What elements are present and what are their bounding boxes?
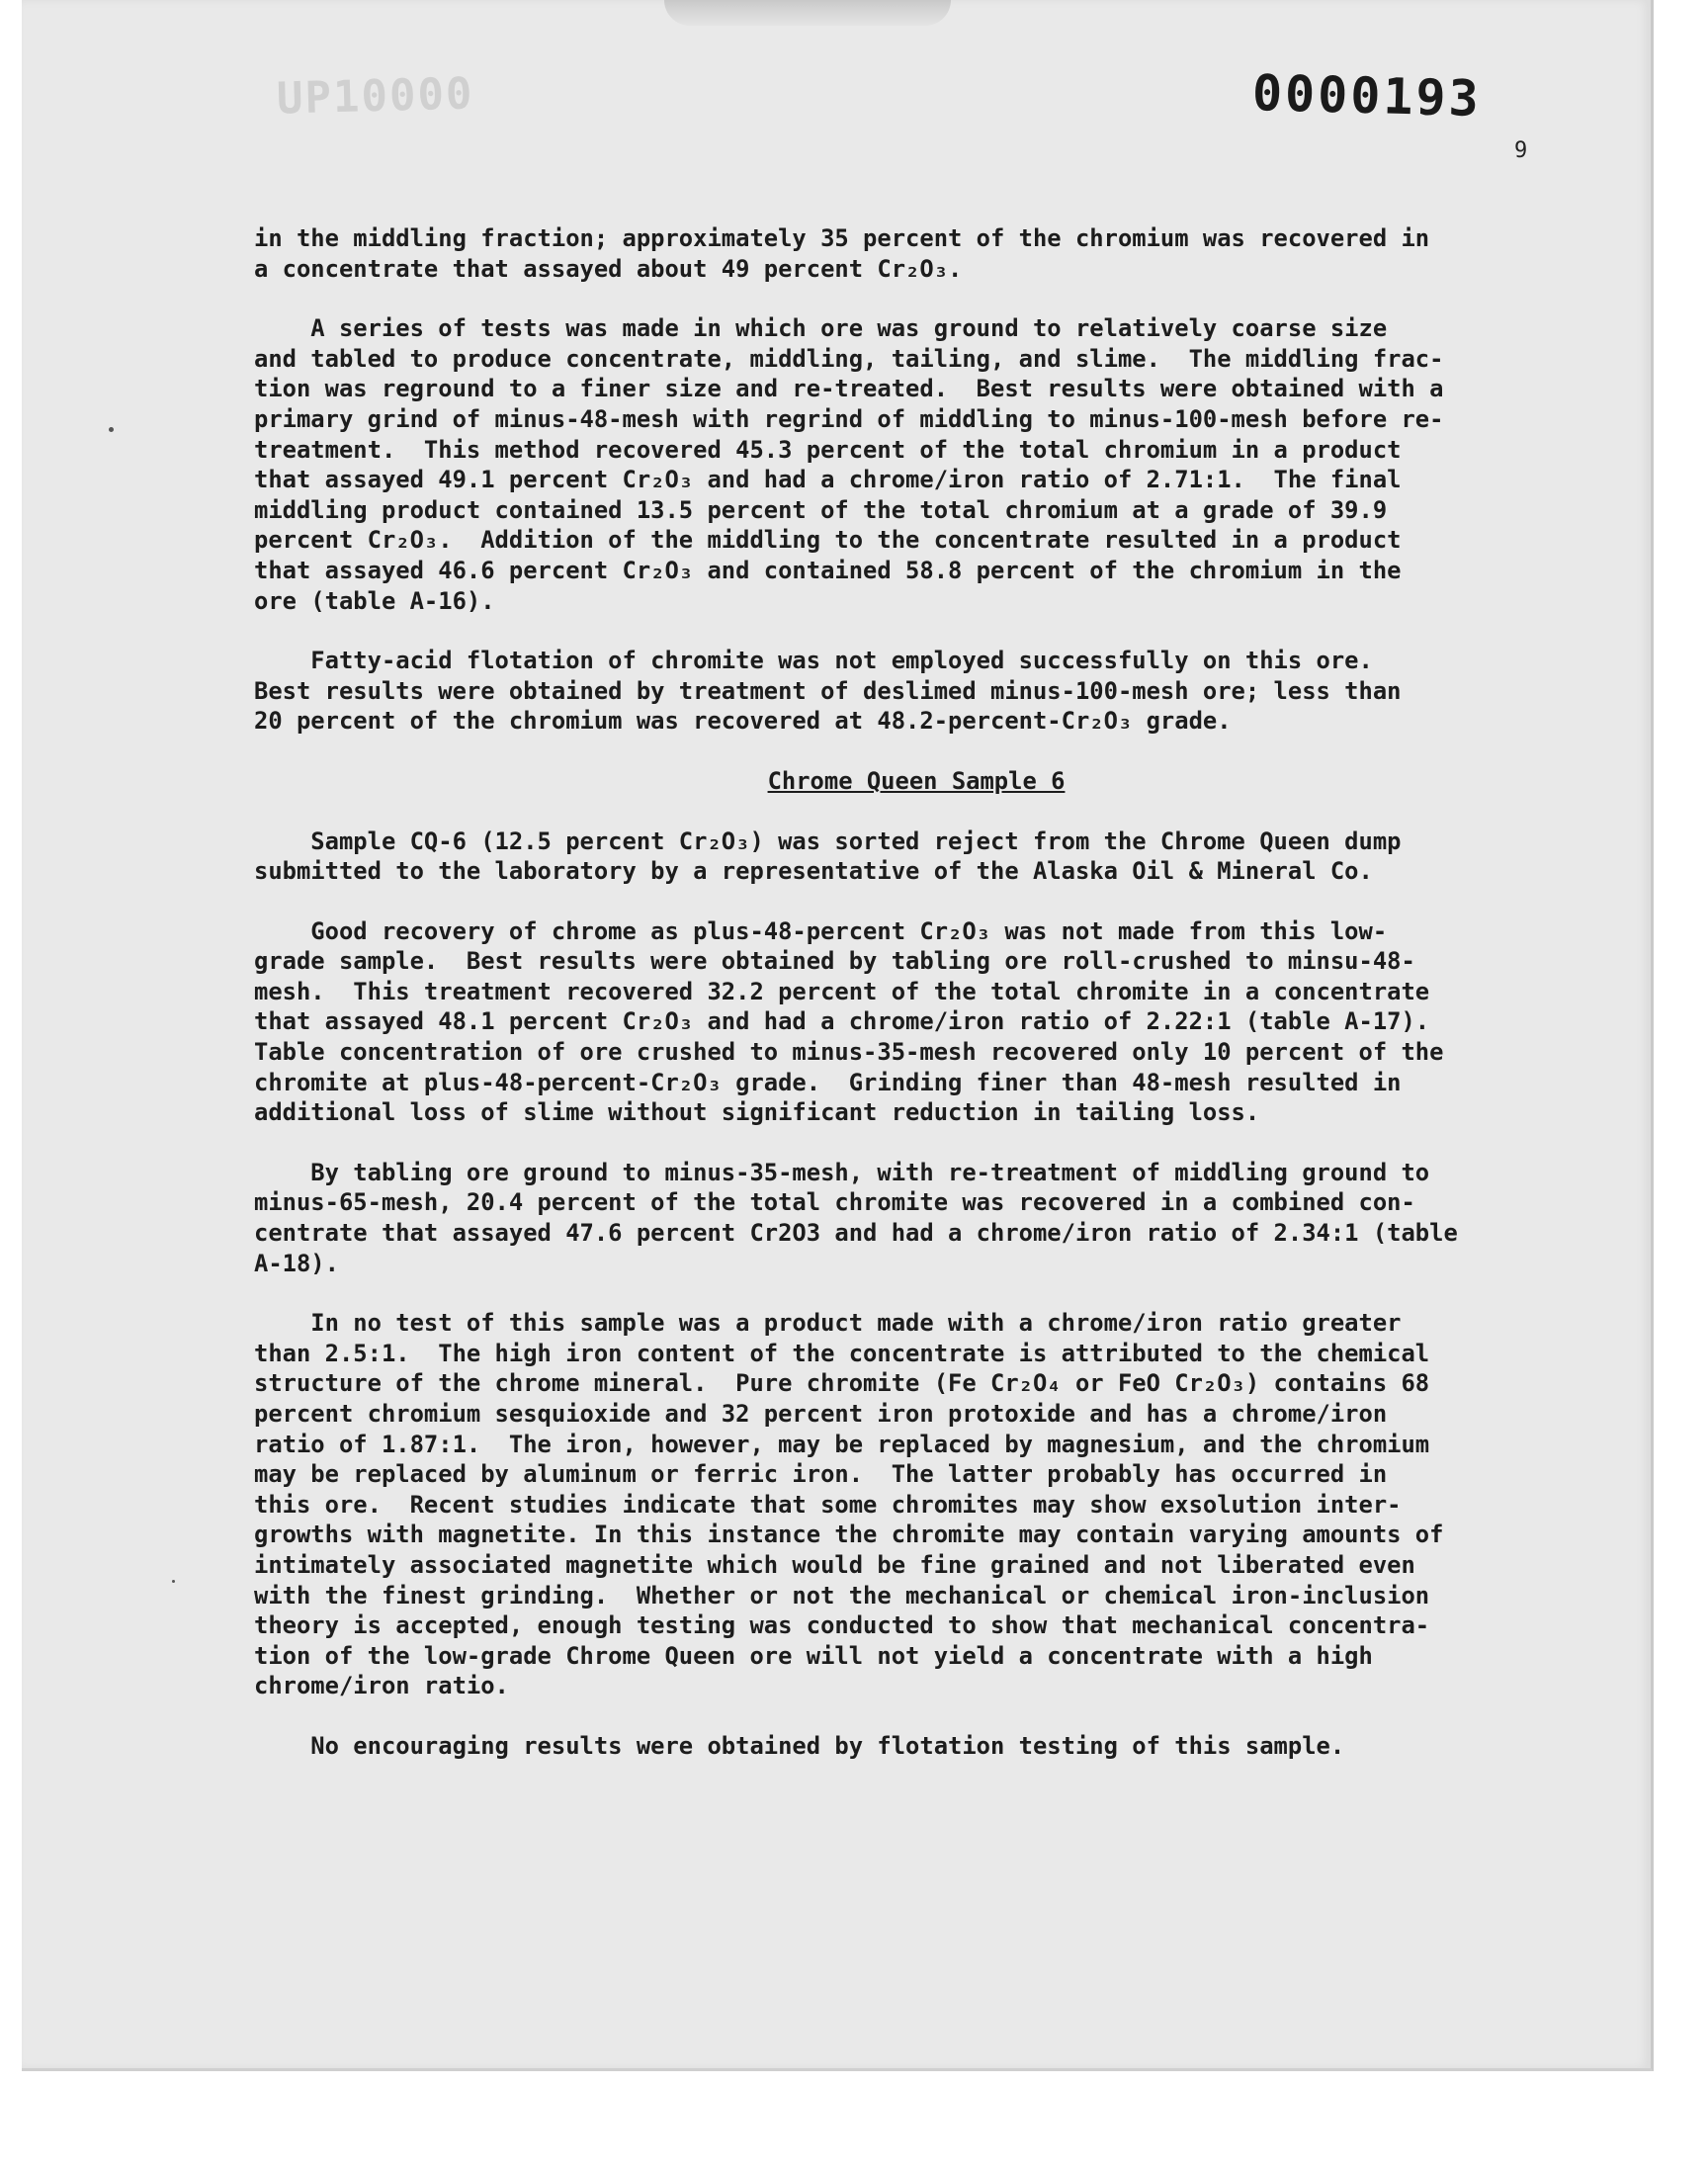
text-line: By tabling ore ground to minus-35-mesh, with re-treatment of middling ground to <box>254 1158 1430 1186</box>
text-line: Good recovery of chrome as plus-48-percent Cr₂O₃ was not made from this low- <box>254 916 1388 945</box>
text-line: middling product contained 13.5 percent of the total chromium at a grade of 39.9 <box>254 495 1388 524</box>
paragraph <box>254 646 1539 737</box>
text-line: percent Cr₂O₃. Addition of the middling to the concentrate resulted in a product <box>254 526 1402 555</box>
text-line: theory is accepted, enough testing was conducted to show that mechanical concentra- <box>254 1611 1430 1640</box>
text-line: additional loss of slime without significant reduction in tailing loss. <box>254 1098 1260 1127</box>
section-heading: Chrome Queen Sample 6 <box>767 766 1066 795</box>
text-line: treatment. This method recovered 45.3 percent of the total chromium in a product <box>254 435 1402 464</box>
text-line: chrome/iron ratio. <box>254 1672 509 1700</box>
faint-stamp: UP10000 <box>276 68 475 125</box>
text-line: tion of the low-grade Chrome Queen ore will not yield a concentrate with a high <box>254 1641 1373 1670</box>
paragraph <box>254 1731 1539 1762</box>
text-line: this ore. Recent studies indicate that some chromites may show exsolution inter- <box>254 1490 1402 1519</box>
text-line: In no test of this sample was a product made with a chrome/iron ratio greater <box>254 1309 1402 1338</box>
scan-speck <box>109 427 114 432</box>
text-line: Fatty-acid flotation of chromite was not employed successfully on this ore. <box>254 647 1373 675</box>
paragraph <box>254 826 1539 887</box>
paragraph <box>254 223 1539 284</box>
scan-speck <box>172 1580 175 1583</box>
text-line: mesh. This treatment recovered 32.2 percent of the total chromite in a concentrate <box>254 977 1430 1005</box>
text-line: submitted to the laboratory by a representative of the Alaska Oil & Mineral Co. <box>254 857 1373 886</box>
text-line: A-18). <box>254 1249 339 1277</box>
text-line: percent chromium sesquioxide and 32 percent iron protoxide and has a chrome/iron <box>254 1400 1388 1428</box>
body-text <box>254 223 1539 1791</box>
paragraph <box>254 916 1539 1128</box>
text-line: Sample CQ-6 (12.5 percent Cr₂O₃) was sorted reject from the Chrome Queen dump <box>254 826 1402 855</box>
text-line: ore (table A-16). <box>254 586 495 615</box>
text-line: primary grind of minus-48-mesh with regrind of middling to minus-100-mesh before re- <box>254 404 1444 433</box>
text-line: than 2.5:1. The high iron content of the concentrate is attributed to the chemical <box>254 1339 1430 1367</box>
paragraph <box>254 1158 1539 1278</box>
paragraph <box>254 313 1539 616</box>
document-page <box>22 0 1654 2071</box>
text-line: grade sample. Best results were obtained by tabling ore roll-crushed to minsu-48- <box>254 947 1415 976</box>
text-line: structure of the chrome mineral. Pure chromite (Fe Cr₂O₄ or FeO Cr₂O₃) contains 68 <box>254 1369 1430 1398</box>
document-number: 0000193 <box>1251 63 1483 129</box>
text-line: A series of tests was made in which ore was ground to relatively coarse size <box>254 314 1388 343</box>
text-line: chromite at plus-48-percent-Cr₂O₃ grade. Grinding finer than 48-mesh resulted in <box>254 1068 1402 1096</box>
text-line: Table concentration of ore crushed to minus-35-mesh recovered only 10 percent of the <box>254 1038 1444 1067</box>
scan-smudge <box>664 0 951 26</box>
text-line: No encouraging results were obtained by flotation testing of this sample. <box>254 1731 1345 1760</box>
text-line: may be replaced by aluminum or ferric iron. The latter probably has occurred in <box>254 1460 1388 1489</box>
text-line: that assayed 46.6 percent Cr₂O₃ and contained 58.8 percent of the chromium in the <box>254 556 1402 584</box>
text-line: 20 percent of the chromium was recovered at 48.2-percent-Cr₂O₃ grade. <box>254 707 1232 736</box>
paragraph-group-top <box>254 223 1539 737</box>
text-line: in the middling fraction; approximately 35 percent of the chromium was recovered in <box>254 224 1430 252</box>
text-line: that assayed 48.1 percent Cr₂O₃ and had a chrome/iron ratio of 2.22:1 (table A-17). <box>254 1007 1430 1036</box>
text-line: growths with magnetite. In this instance the chromite may contain varying amounts of <box>254 1521 1444 1549</box>
text-line: with the finest grinding. Whether or not the mechanical or chemical iron-inclusion <box>254 1581 1430 1610</box>
paragraph-group-bottom <box>254 826 1539 1762</box>
text-line: centrate that assayed 47.6 percent Cr2O3 and had a chrome/iron ratio of 2.34:1 (table <box>254 1219 1458 1248</box>
text-line: intimately associated magnetite which would be fine grained and not liberated even <box>254 1550 1415 1579</box>
text-line: minus-65-mesh, 20.4 percent of the total chromite was recovered in a combined con- <box>254 1188 1415 1217</box>
text-line: tion was reground to a finer size and re-treated. Best results were obtained with a <box>254 375 1444 403</box>
text-line: and tabled to produce concentrate, middling, tailing, and slime. The middling frac- <box>254 344 1444 373</box>
text-line: a concentrate that assayed about 49 percent Cr₂O₃. <box>254 254 963 283</box>
page-number: 9 <box>1514 138 1528 163</box>
text-line: that assayed 49.1 percent Cr₂O₃ and had a chrome/iron ratio of 2.71:1. The final <box>254 466 1402 494</box>
paragraph <box>254 1308 1539 1701</box>
text-line: ratio of 1.87:1. The iron, however, may be replaced by magnesium, and the chromium <box>254 1430 1430 1458</box>
text-line: Best results were obtained by treatment of deslimed minus-100-mesh ore; less than <box>254 676 1402 705</box>
